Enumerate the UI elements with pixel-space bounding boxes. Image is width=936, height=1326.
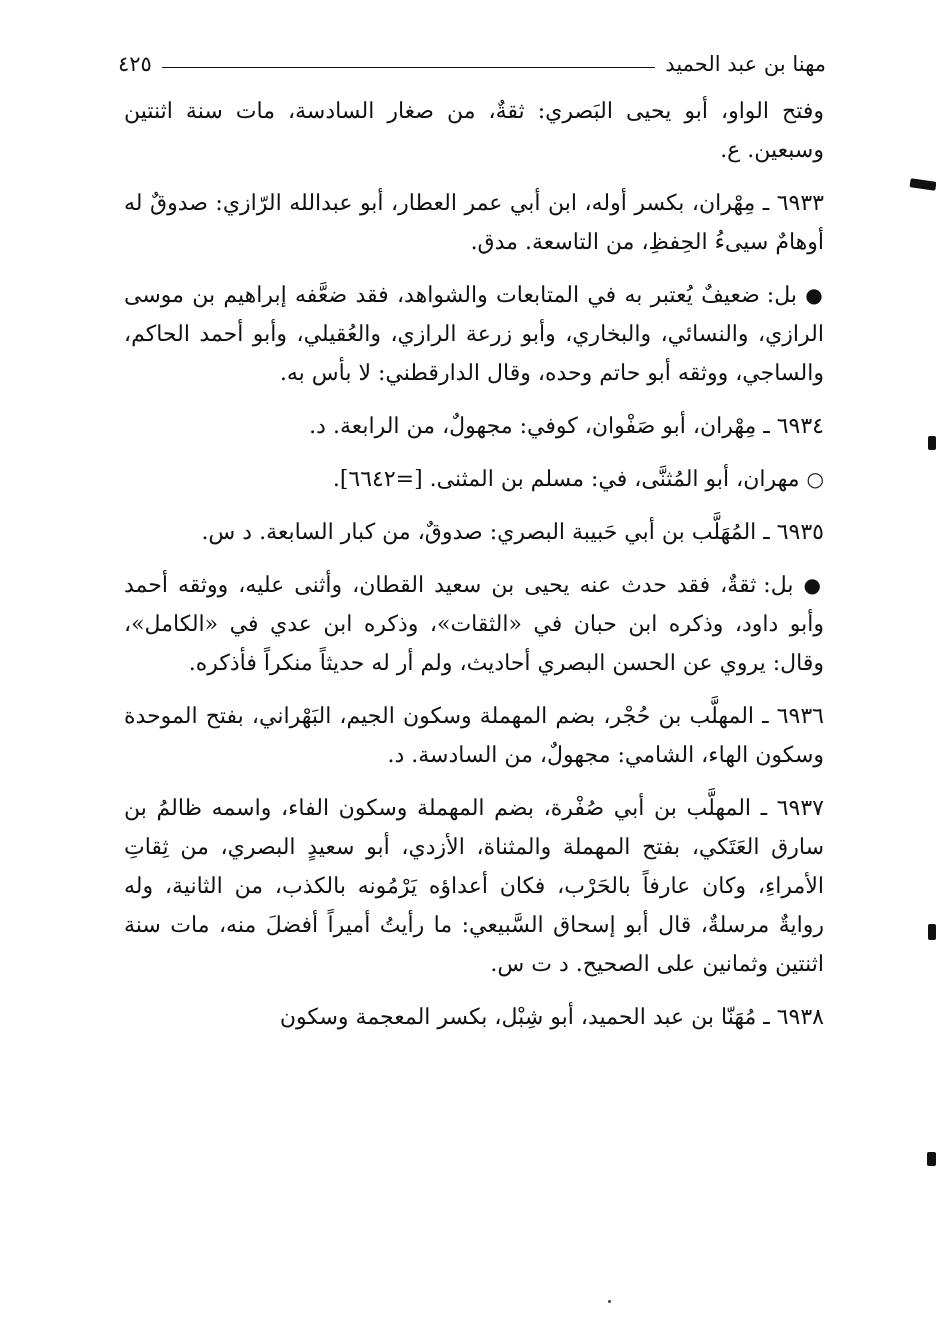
filled-bullet-icon: ● xyxy=(805,283,825,307)
note-6933 xyxy=(124,276,824,393)
page-header xyxy=(118,44,826,84)
cross-reference-text: مهران، أبو المُثنَّى، في: مسلم بن المثنى. [=٦٦٤٢]. xyxy=(332,467,800,492)
entry-6935 xyxy=(124,513,824,552)
entry-text: ٦٩٣٧ ـ المهلَّب بن أبي صُفْرة، بضم المهملة وسكون الفاء، واسمه ظالمُ بن سارق العَتَكي، بفتح المهملة والمثناة، الأزدي، أبو سعيدٍ البصري، من ثِقاتِ الأمراءِ، وكان عارفاً بالحَرْب، فكان أعداؤه يَرْمُونه بالكذب، من الثانية، وله روايةٌ مرسلةٌ، قال أبو إسحاق السَّبيعي: ما رأيتُ أميراً أفضلَ منه، مات سنة اثنتين وثمانين على الصحيح. د ت س. xyxy=(124,796,824,977)
entry-text: ٦٩٣٤ ـ مِهْران، أبو صَفْوان، كوفي: مجهولٌ، من الرابعة. د. xyxy=(309,414,824,439)
entry-text: ٦٩٣٦ ـ المهلَّب بن حُجْر، بضم المهملة وسكون الجيم، البَهْراني، بفتح الموحدة وسكون الهاء، الشامي: مجهولٌ، من السادسة. د. xyxy=(124,704,824,768)
hollow-circle-icon: ○ xyxy=(806,467,824,491)
note-6935 xyxy=(124,566,824,683)
scan-mark xyxy=(928,436,936,450)
running-title: مهنا بن عبد الحميد xyxy=(665,52,826,76)
entry-continuation xyxy=(124,92,824,170)
entry-text: ٦٩٣٥ ـ المُهَلَّب بن أبي حَبيبة البصري: صدوقٌ، من كبار السابعة. د س. xyxy=(201,520,824,545)
entry-6938 xyxy=(124,998,824,1037)
header-rule xyxy=(162,67,655,68)
scan-dot xyxy=(608,1300,611,1303)
entry-6936 xyxy=(124,697,824,775)
scan-mark xyxy=(927,1152,936,1166)
entry-6933 xyxy=(124,184,824,262)
note-text: بل: ضعيفٌ يُعتبر به في المتابعات والشواهد، فقد ضعَّفه إبراهيم بن موسى الرازي، والنسائي، والبخاري، وأبو زرعة الرازي، والعُقيلي، وأبو أحمد الحاكم، والساجي، ووثقه أبو حاتم وحده، وقال الدارقطني: لا بأس به. xyxy=(124,283,824,386)
filled-bullet-icon: ● xyxy=(803,573,825,597)
scan-mark xyxy=(910,178,936,191)
page-body xyxy=(124,92,824,1051)
cross-reference-6642 xyxy=(124,460,824,499)
entry-text: ٦٩٣٣ ـ مِهْران، بكسر أوله، ابن أبي عمر العطار، أبو عبدالله الرّازي: صدوقٌ له أوهامٌ سيىءُ الحِفظِ، من التاسعة. مدق. xyxy=(124,191,824,255)
entry-6937 xyxy=(124,789,824,984)
entry-6934 xyxy=(124,407,824,446)
note-text: بل: ثقةٌ، فقد حدث عنه يحيى بن سعيد القطان، وأثنى عليه، ووثقه أحمد وأبو داود، وذكره ابن حبان في «الثقات»، وذكره ابن عدي في «الكامل»، وقال: يروي عن الحسن البصري أحاديث، ولم أر له حديثاً منكراً فأذكره. xyxy=(124,573,824,676)
page-number: ٤٢٥ xyxy=(118,52,152,76)
entry-text: وفتح الواو، أبو يحيى البَصري: ثقةٌ، من صغار السادسة، مات سنة اثنتين وسبعين. ع. xyxy=(124,99,824,163)
entry-text: ٦٩٣٨ ـ مُهَنّا بن عبد الحميد، أبو شِبْل، بكسر المعجمة وسكون xyxy=(279,1005,824,1030)
scan-mark xyxy=(928,924,936,940)
